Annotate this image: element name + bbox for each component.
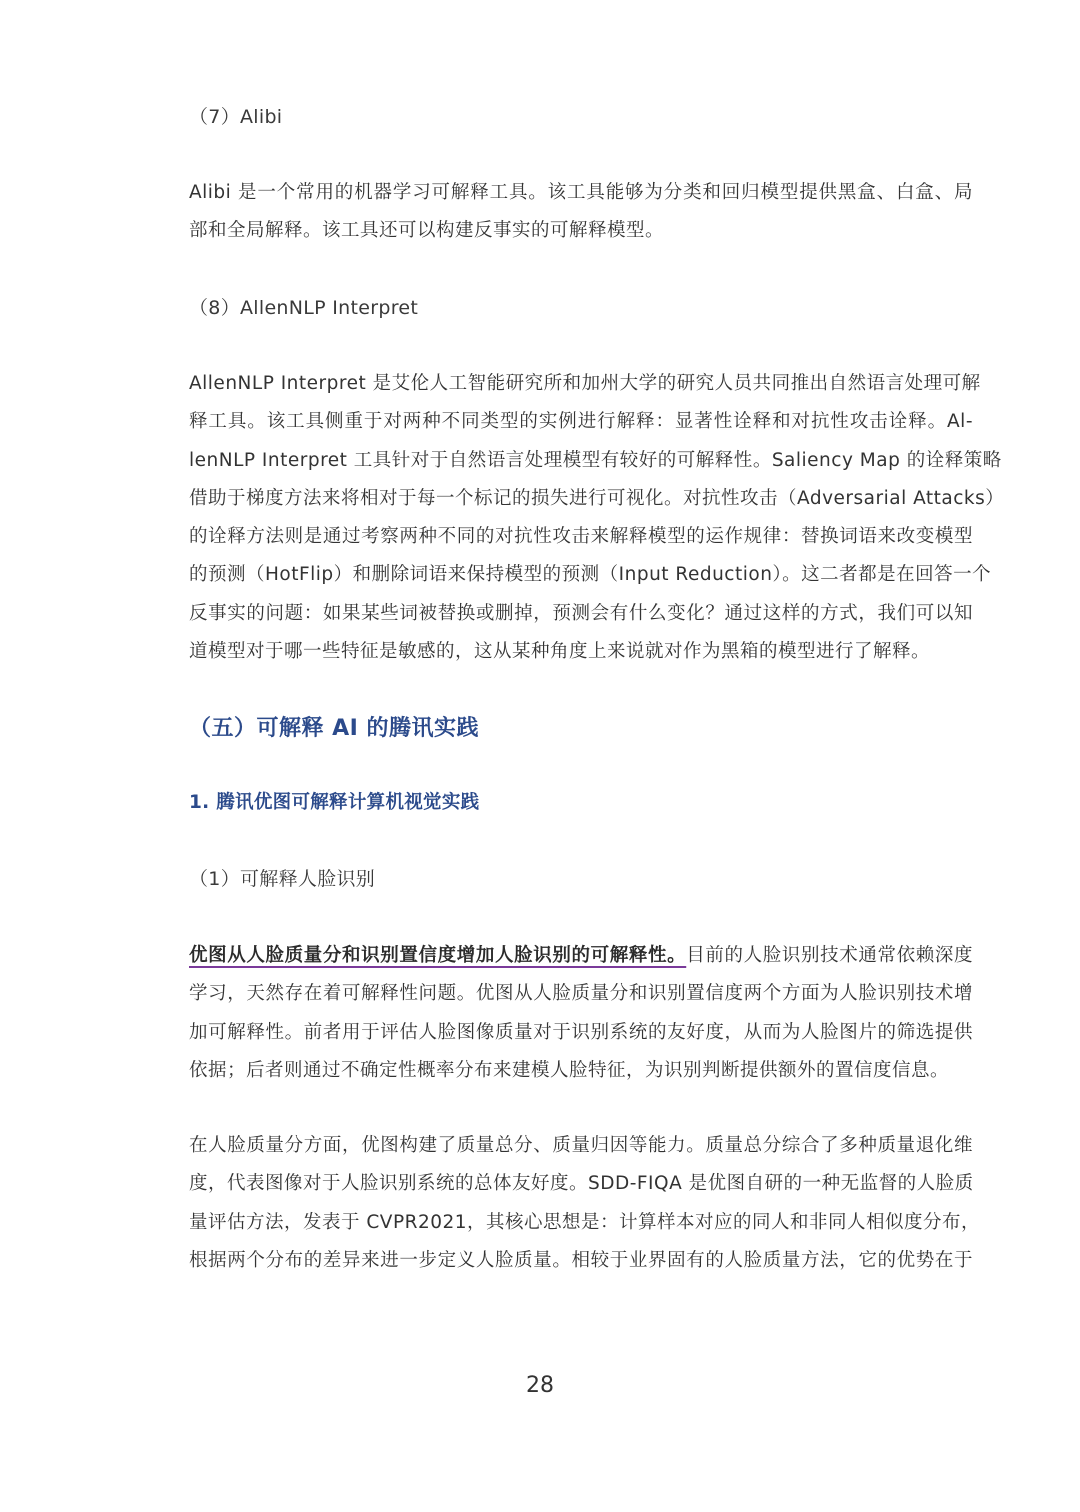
allennlp-line-6: 的预测（HotFlip）和删除词语来保持模型的预测（Input Reduction）。这二者都是在回答一个 [189,564,992,586]
allennlp-paragraph [189,365,1005,671]
allennlp-line-2: 释工具。该工具侧重于对两种不同类型的实例进行解释：显著性诠释和对抗性攻击诠释。Al- [189,411,973,433]
face-recognition-heading: （1）可解释人脸识别 [189,868,376,890]
allennlp-line-3: lenNLP Interpret 工具针对于自然语言处理模型有较好的可解释性。Saliency Map 的诠释策略 [189,449,1002,471]
alibi-line-2: 部和全局解释。该工具还可以构建反事实的可解释模型。 [189,220,665,242]
page-number: 28 [526,1373,554,1398]
allennlp-line-1: AllenNLP Interpret 是艾伦人工智能研究所和加州大学的研究人员共同推出自然语言处理可解 [189,373,981,394]
face-para1-line-3: 加可解释性。前者用于评估人脸图像质量对于识别系统的友好度，从而为人脸图片的筛选提供 [189,1021,973,1043]
alibi-heading: （7）Alibi [189,106,283,128]
face-paragraph-2 [189,1127,981,1280]
face-para2-line-3: 量评估方法，发表于 CVPR2021，其核心思想是：计算样本对应的同人和非同人相似度分布， [189,1211,981,1233]
allennlp-line-7: 反事实的问题：如果某些词被替换或删掉，预测会有什么变化？通过这样的方式，我们可以知 [189,602,973,624]
face-para2-line-2: 度，代表图像对于人脸识别系统的总体友好度。SDD-FIQA 是优图自研的一种无监督的人脸质 [189,1173,974,1195]
face-para1-line-1 [189,937,973,975]
highlighted-sentence: 优图从人脸质量分和识别置信度增加人脸识别的可解释性。 [189,945,687,966]
face-para1-line-4: 依据；后者则通过不确定性概率分布来建模人脸特征，为识别判断提供额外的置信度信息。 [189,1059,950,1081]
subsection-one-title: 1. 腾讯优图可解释计算机视觉实践 [189,792,480,813]
allennlp-line-4: 借助于梯度方法来将相对于每一个标记的损失进行可视化。对抗性攻击（Adversarial Attacks） [189,487,1005,509]
allennlp-heading: （8）AllenNLP Interpret [189,297,419,319]
face-para2-line-4: 根据两个分布的差异来进一步定义人脸质量。相较于业界固有的人脸质量方法，它的优势在于 [189,1249,973,1271]
face-paragraph-1 [189,937,973,1090]
alibi-paragraph [189,174,973,251]
alibi-line-1: Alibi 是一个常用的机器学习可解释工具。该工具能够为分类和回归模型提供黑盒、白盒、局 [189,182,973,203]
face-para2-line-1: 在人脸质量分方面，优图构建了质量总分、质量归因等能力。质量总分综合了多种质量退化维 [189,1135,973,1156]
face-para1-line-2: 学习，天然存在着可解释性问题。优图从人脸质量分和识别置信度两个方面为人脸识别技术增 [189,983,973,1005]
allennlp-line-8: 道模型对于哪一些特征是敏感的，这从某种角度上来说就对作为黑箱的模型进行了解释。 [189,641,931,663]
allennlp-line-5: 的诠释方法则是通过考察两种不同的对抗性攻击来解释模型的运作规律：替换词语来改变模型 [189,526,973,548]
section-five-title: （五）可解释 AI 的腾讯实践 [189,716,480,741]
face-para1-line-1-rest: 目前的人脸识别技术通常依赖深度 [686,945,973,966]
